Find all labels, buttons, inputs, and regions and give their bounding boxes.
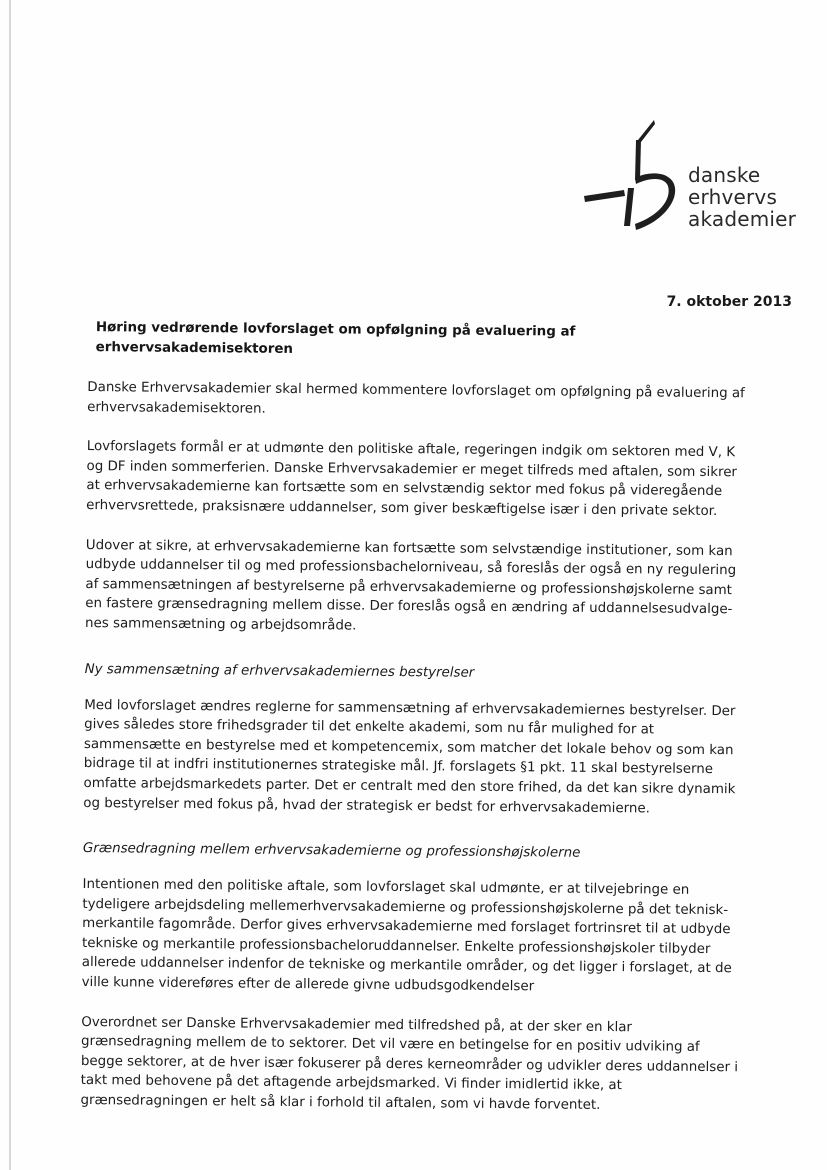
text-line: bidrage til at indfri institutionernes strategiske mål. Jf. forslagets §1 pkt. 11 skal bestyrelserne (83, 756, 714, 778)
section-heading-boundaries: Grænsedragning mellem erhvervsakademierne og professionshøjskolerne (82, 841, 581, 861)
scan-edge (9, 0, 11, 1170)
text-line: Overordnet ser Danske Erhvervsakademier med tilfredshed på, at der sker en klar (81, 1014, 633, 1035)
document-date: 7. oktober 2013 (666, 294, 792, 310)
logo-wordmark (688, 164, 796, 230)
text-line: grænsedragningen er helt så klar i forhold til aftalen, som vi havde forventet. (80, 1092, 601, 1113)
text-line: gives således store frihedsgrader til det enkelte akademi, som nu får mulighed for at (84, 717, 655, 738)
text-line: at erhvervsakademierne kan fortsætte som en selvstændig sektor med fokus på videregående (86, 478, 723, 500)
section-heading-boards: Ny sammensætning af erhvervsakademiernes bestyrelser (84, 661, 475, 681)
paragraph-boards (83, 696, 779, 820)
document-title (96, 318, 656, 363)
text-line: nes sammensætning og arbejdsområde. (84, 615, 357, 634)
text-line: en fastere grænsedragning mellem disse. Der foreslås også en ændring af uddannelsesudvalge- (85, 596, 733, 618)
text-line: takt med behovene på det aftagende arbejdsmarked. Vi finder imidlertid ikke, at (80, 1073, 622, 1094)
paragraph-regulation (85, 536, 781, 641)
text-line: Danske Erhvervsakademier skal hermed kommentere lovforslaget om opfølgning på evaluering af (87, 379, 745, 402)
logo-mark-icon (578, 118, 688, 248)
text-line: og DF inden sommerferien. Danske Erhvervsakademier er meget tilfreds med aftalen, som sikrer (86, 458, 738, 481)
intro-paragraph (87, 378, 782, 424)
logo (578, 118, 798, 248)
text-line: omfatte arbejdsmarkedets parter. Det er centralt med den store frihed, da det kan sikre dynamik (83, 775, 736, 798)
text-line: Intentionen med den politiske aftale, som lovforslaget skal udmønte, er at tilvejebringe en (82, 877, 690, 898)
text-line: begge sektorer, at de hver især fokuserer på deres kerneområder og udvikler deres uddannelser i (80, 1053, 739, 1076)
paragraph-intention (82, 875, 778, 999)
paragraph-overall (80, 1013, 776, 1118)
text-line: allerede uddannelser indenfor de tekniske og merkantile områder, og det ligger i forslaget, at de (81, 955, 732, 977)
text-line: merkantile fagområde. Derfor gives erhvervsakademierne med forslaget fortrinsret til at udbyde (82, 916, 731, 938)
text-line: grænsedragning mellem de to sektorer. Det vil være en betingelse for en positiv udviking af (80, 1034, 700, 1056)
logo-line-3: akademier (688, 207, 797, 231)
logo-line-2: erhvervs (688, 185, 778, 209)
text-line: og bestyrelser med fokus på, hvad der strategisk er bedst for erhvervsakademierne. (83, 795, 650, 816)
text-line: erhvervsakademisektoren. (87, 399, 266, 417)
logo-line-1: danske (688, 163, 761, 187)
text-line: sammensætte en bestyrelse med et kompetencemix, som matcher det lokale behov og som kan (83, 736, 734, 758)
text-line: ville kunne videreføres efter de allerede givne udbudsgodkendelser (81, 975, 535, 995)
document-body (80, 318, 783, 1137)
title-line: erhvervsakademisektoren (95, 340, 294, 357)
text-line: Med lovforslaget ændres reglerne for sammensætning af erhvervsakademiernes bestyrelser. Der (84, 697, 736, 719)
text-line: Lovforslagets formål er at udmønte den politiske aftale, regeringen indgik om sektoren med V, K (86, 439, 736, 461)
text-line: tydeligere arbejdsdeling mellemerhvervsakademierne og professionshøjskolerne på det teknisk- (82, 896, 729, 918)
text-line: tekniske og merkantile professionsbacheloruddannelser. Enkelte professionshøjskoler tilbyder (81, 935, 711, 957)
text-line: af sammensætningen af bestyrelserne på erhvervsakademierne og professionshøjskolerne samt (85, 576, 733, 598)
text-line: erhvervsrettede, praksisnære uddannelser, som giver beskæftigelse især i den private sektor. (86, 497, 718, 520)
title-line: Høring vedrørende lovforslaget om opfølgning på evaluering af (95, 320, 576, 340)
text-line: Udover at sikre, at erhvervsakademierne kan fortsætte som selvstændige institutioner, som kan (85, 537, 733, 559)
paragraph-purpose (86, 437, 782, 522)
text-line: udbyde uddannelser til og med professionsbachelorniveau, så foreslås der også en ny regulering (85, 557, 737, 579)
